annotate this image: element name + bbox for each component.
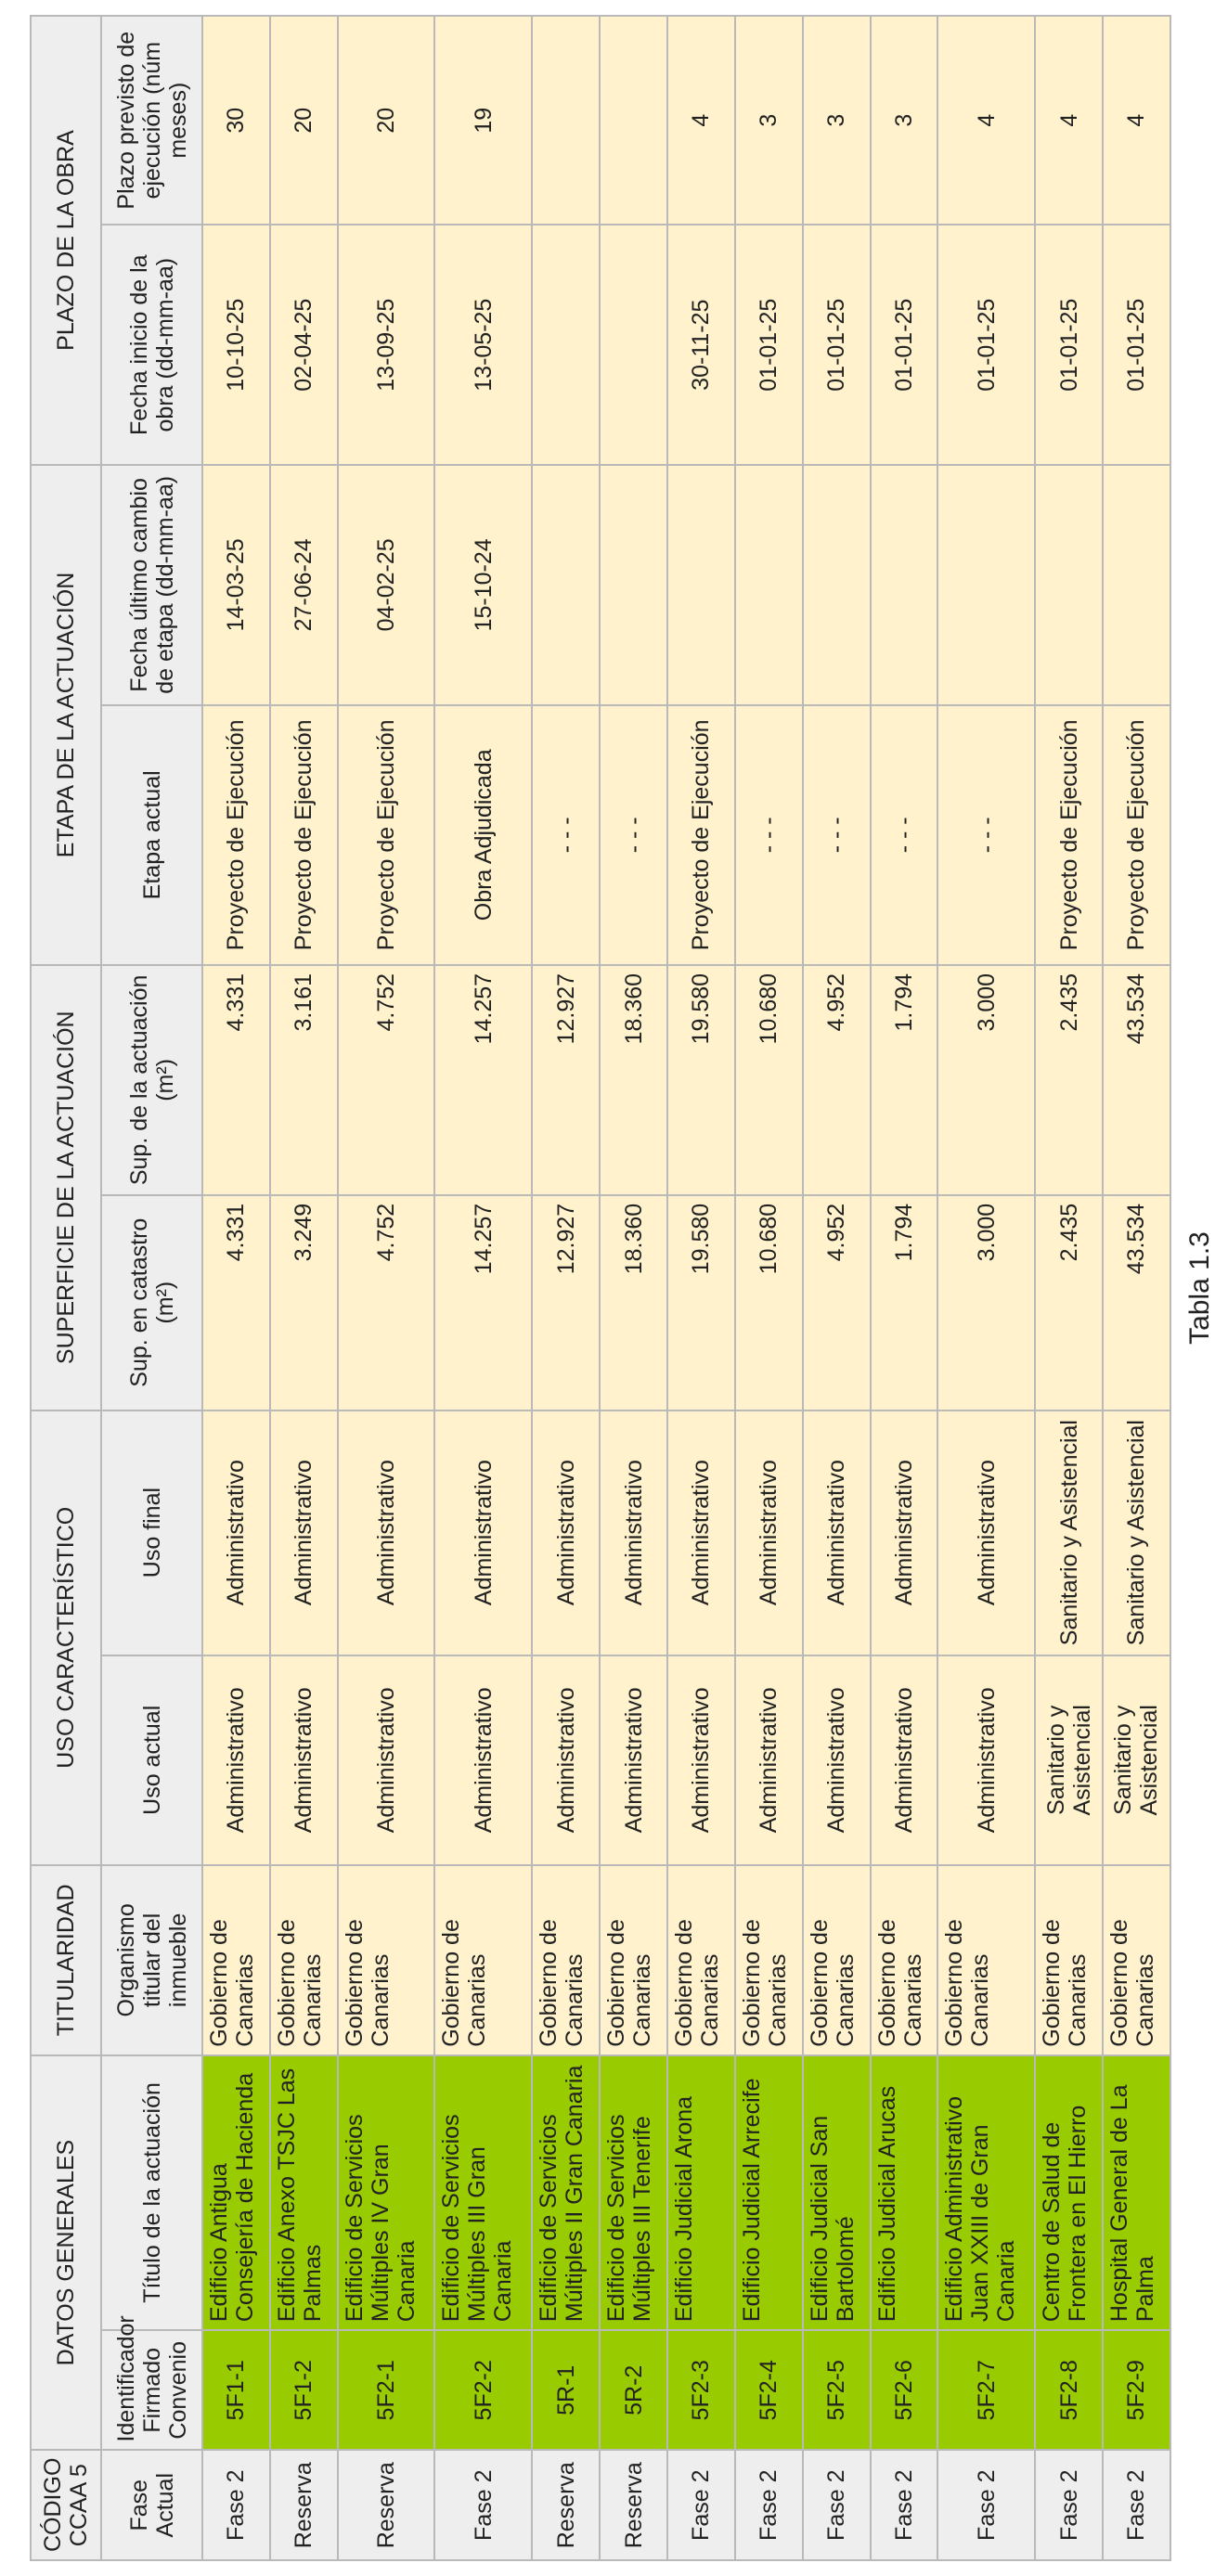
cell-fecha-etapa — [735, 465, 803, 705]
cell-titulo: Edificio Antigua Consejería de Hacienda — [202, 2055, 270, 2330]
cell-sup-catastro: 10.680 — [735, 1195, 803, 1410]
cell-uso-final: Sanitario y Asistencial — [1035, 1410, 1103, 1655]
cell-fase: Fase 2 — [871, 2450, 938, 2560]
cell-sup-actuacion: 4.331 — [202, 965, 270, 1195]
cell-id: 5F2-1 — [338, 2330, 435, 2450]
cell-fecha-etapa: 15-10-24 — [434, 465, 532, 705]
cell-organismo: Gobierno de Canarias — [1035, 1865, 1103, 2055]
cell-fase: Fase 2 — [1035, 2450, 1103, 2560]
col-fecha-inicio: Fecha inicio de la obra (dd-mm-aa) — [101, 225, 202, 465]
cell-plazo: 3 — [871, 16, 938, 225]
cell-etapa-actual: Proyecto de Ejecución — [338, 705, 435, 965]
cell-fase: Fase 2 — [937, 2450, 1035, 2560]
cell-fecha-inicio: 01-01-25 — [1035, 225, 1103, 465]
cell-id: 5F2-3 — [667, 2330, 735, 2450]
table-row — [338, 16, 435, 2560]
cell-uso-actual: Administrativo — [937, 1655, 1035, 1865]
cell-uso-actual: Administrativo — [532, 1655, 600, 1865]
cell-id: 5F2-7 — [937, 2330, 1035, 2450]
cell-fecha-etapa — [667, 465, 735, 705]
cell-fecha-inicio: 13-09-25 — [338, 225, 435, 465]
cell-fecha-etapa — [1035, 465, 1103, 705]
cell-organismo: Gobierno de Canarias — [1103, 1865, 1170, 2055]
cell-organismo: Gobierno de Canarias — [803, 1865, 871, 2055]
table-row — [871, 16, 938, 2560]
table-row — [532, 16, 600, 2560]
cell-organismo: Gobierno de Canarias — [735, 1865, 803, 2055]
cell-plazo: 4 — [1103, 16, 1170, 225]
cell-id: 5F2-9 — [1103, 2330, 1170, 2450]
cell-sup-catastro: 4.952 — [803, 1195, 871, 1410]
cell-titulo: Centro de Salud de Frontera en El Hierro — [1035, 2055, 1103, 2330]
header-codigo: CÓDIGO CCAA 5 — [31, 2450, 101, 2560]
cell-fecha-etapa — [1103, 465, 1170, 705]
table-row — [1103, 16, 1170, 2560]
cell-uso-final: Administrativo — [600, 1410, 667, 1655]
cell-sup-actuacion: 1.794 — [871, 965, 938, 1195]
cell-fecha-inicio — [532, 225, 600, 465]
cell-sup-actuacion: 10.680 — [735, 965, 803, 1195]
cell-id: 5R-2 — [600, 2330, 667, 2450]
cell-fase: Fase 2 — [202, 2450, 270, 2560]
cell-fecha-inicio — [600, 225, 667, 465]
cell-plazo — [600, 16, 667, 225]
cell-uso-final: Administrativo — [434, 1410, 532, 1655]
cell-uso-actual: Administrativo — [735, 1655, 803, 1865]
col-sup-actuacion: Sup. de la actuación (m²) — [101, 965, 202, 1195]
cell-uso-actual: Sanitario y Asistencial — [1035, 1655, 1103, 1865]
cell-fase: Fase 2 — [1103, 2450, 1170, 2560]
cell-sup-catastro: 19.580 — [667, 1195, 735, 1410]
table-row — [1035, 16, 1103, 2560]
cell-etapa-actual: Proyecto de Ejecución — [667, 705, 735, 965]
cell-etapa-actual: - - - — [600, 705, 667, 965]
cell-sup-actuacion: 18.360 — [600, 965, 667, 1195]
cell-sup-actuacion: 2.435 — [1035, 965, 1103, 1195]
table-row — [667, 16, 735, 2560]
cell-sup-catastro: 43.534 — [1103, 1195, 1170, 1410]
cell-etapa-actual: Proyecto de Ejecución — [270, 705, 338, 965]
cell-organismo: Gobierno de Canarias — [270, 1865, 338, 2055]
cell-fase: Reserva — [532, 2450, 600, 2560]
cell-fecha-etapa — [532, 465, 600, 705]
cell-sup-catastro: 3.000 — [937, 1195, 1035, 1410]
cell-plazo: 19 — [434, 16, 532, 225]
cell-fase: Fase 2 — [434, 2450, 532, 2560]
data-table — [30, 15, 1171, 2561]
cell-organismo: Gobierno de Canarias — [202, 1865, 270, 2055]
col-titulo: Título de la actuación — [101, 2055, 202, 2330]
cell-titulo: Edificio de Servicios Múltiples III Tenerife — [600, 2055, 667, 2330]
cell-plazo: 20 — [338, 16, 435, 225]
cell-titulo: Edificio Anexo TSJC Las Palmas — [270, 2055, 338, 2330]
table-row — [735, 16, 803, 2560]
cell-fecha-inicio: 30-11-25 — [667, 225, 735, 465]
cell-organismo: Gobierno de Canarias — [937, 1865, 1035, 2055]
cell-etapa-actual: - - - — [871, 705, 938, 965]
cell-fase: Fase 2 — [735, 2450, 803, 2560]
cell-plazo: 4 — [937, 16, 1035, 225]
cell-uso-actual: Administrativo — [202, 1655, 270, 1865]
cell-sup-catastro: 12.927 — [532, 1195, 600, 1410]
cell-id: 5F1-2 — [270, 2330, 338, 2450]
cell-id: 5F2-5 — [803, 2330, 871, 2450]
cell-uso-actual: Administrativo — [803, 1655, 871, 1865]
cell-organismo: Gobierno de Canarias — [871, 1865, 938, 2055]
cell-etapa-actual: - - - — [803, 705, 871, 965]
cell-uso-actual: Administrativo — [600, 1655, 667, 1865]
cell-plazo: 20 — [270, 16, 338, 225]
cell-sup-catastro: 4.752 — [338, 1195, 435, 1410]
col-sup-catastro: Sup. en catastro (m²) — [101, 1195, 202, 1410]
cell-sup-actuacion: 12.927 — [532, 965, 600, 1195]
cell-plazo: 30 — [202, 16, 270, 225]
cell-fecha-inicio: 01-01-25 — [937, 225, 1035, 465]
table-caption: Tabla 1.3 — [1184, 1231, 1215, 1345]
cell-titulo: Edificio Judicial San Bartolomé — [803, 2055, 871, 2330]
cell-id: 5F2-4 — [735, 2330, 803, 2450]
cell-uso-final: Administrativo — [937, 1410, 1035, 1655]
cell-uso-final: Administrativo — [803, 1410, 871, 1655]
cell-fecha-etapa: 27-06-24 — [270, 465, 338, 705]
cell-id: 5R-1 — [532, 2330, 600, 2450]
cell-organismo: Gobierno de Canarias — [667, 1865, 735, 2055]
cell-id: 5F2-2 — [434, 2330, 532, 2450]
cell-uso-final: Administrativo — [532, 1410, 600, 1655]
cell-id: 5F1-1 — [202, 2330, 270, 2450]
cell-id: 5F2-6 — [871, 2330, 938, 2450]
cell-uso-actual: Administrativo — [667, 1655, 735, 1865]
cell-uso-final: Administrativo — [202, 1410, 270, 1655]
table-row — [202, 16, 270, 2560]
cell-titulo: Edificio de Servicios Múltiples IV Gran Canaria — [338, 2055, 435, 2330]
cell-fecha-etapa: 04-02-25 — [338, 465, 435, 705]
cell-sup-actuacion: 3.161 — [270, 965, 338, 1195]
cell-sup-catastro: 2.435 — [1035, 1195, 1103, 1410]
col-uso-actual: Uso actual — [101, 1655, 202, 1865]
cell-titulo: Hospital General de La Palma — [1103, 2055, 1170, 2330]
cell-uso-actual: Administrativo — [270, 1655, 338, 1865]
cell-sup-catastro: 1.794 — [871, 1195, 938, 1410]
cell-sup-actuacion: 14.257 — [434, 965, 532, 1195]
cell-plazo: 3 — [735, 16, 803, 225]
cell-organismo: Gobierno de Canarias — [600, 1865, 667, 2055]
cell-organismo: Gobierno de Canarias — [532, 1865, 600, 2055]
cell-fecha-etapa — [871, 465, 938, 705]
cell-etapa-actual: Proyecto de Ejecución — [1103, 705, 1170, 965]
cell-sup-catastro: 14.257 — [434, 1195, 532, 1410]
cell-plazo — [532, 16, 600, 225]
cell-titulo: Edificio Administrativo Juan XXIII de Gran Canaria — [937, 2055, 1035, 2330]
header-superficie: SUPERFICIE DE LA ACTUACIÓN — [31, 965, 101, 1410]
cell-fase: Reserva — [338, 2450, 435, 2560]
cell-sup-catastro: 4.331 — [202, 1195, 270, 1410]
cell-uso-final: Sanitario y Asistencial — [1103, 1410, 1170, 1655]
cell-fase: Fase 2 — [667, 2450, 735, 2560]
col-fecha-etapa: Fecha último cambio de etapa (dd-mm-aa) — [101, 465, 202, 705]
cell-titulo: Edificio de Servicios Múltiples III Gran Canaria — [434, 2055, 532, 2330]
cell-etapa-actual: - - - — [735, 705, 803, 965]
cell-fase: Reserva — [600, 2450, 667, 2560]
cell-fecha-inicio: 01-01-25 — [871, 225, 938, 465]
cell-sup-catastro: 3.249 — [270, 1195, 338, 1410]
header-titularidad: TITULARIDAD — [31, 1865, 101, 2055]
col-id: Identificador Firmado Convenio — [101, 2330, 202, 2450]
table-row — [270, 16, 338, 2560]
cell-id: 5F2-8 — [1035, 2330, 1103, 2450]
cell-uso-final: Administrativo — [735, 1410, 803, 1655]
cell-uso-actual: Administrativo — [871, 1655, 938, 1865]
cell-organismo: Gobierno de Canarias — [434, 1865, 532, 2055]
table-row — [434, 16, 532, 2560]
cell-plazo: 4 — [1035, 16, 1103, 225]
table-row — [803, 16, 871, 2560]
cell-etapa-actual: - - - — [937, 705, 1035, 965]
cell-uso-final: Administrativo — [871, 1410, 938, 1655]
cell-uso-actual: Sanitario y Asistencial — [1103, 1655, 1170, 1865]
cell-plazo: 4 — [667, 16, 735, 225]
cell-uso-final: Administrativo — [270, 1410, 338, 1655]
col-organismo: Organismo titular del inmueble — [101, 1865, 202, 2055]
cell-etapa-actual: Proyecto de Ejecución — [202, 705, 270, 965]
cell-sup-catastro: 18.360 — [600, 1195, 667, 1410]
col-etapa-actual: Etapa actual — [101, 705, 202, 965]
cell-titulo: Edificio de Servicios Múltiples II Gran Canaria — [532, 2055, 600, 2330]
cell-fecha-etapa — [600, 465, 667, 705]
cell-organismo: Gobierno de Canarias — [338, 1865, 435, 2055]
cell-fecha-etapa — [803, 465, 871, 705]
cell-uso-actual: Administrativo — [338, 1655, 435, 1865]
cell-sup-actuacion: 4.752 — [338, 965, 435, 1195]
cell-uso-final: Administrativo — [338, 1410, 435, 1655]
cell-fecha-inicio: 01-01-25 — [1103, 225, 1170, 465]
col-fase: Fase Actual — [101, 2450, 202, 2560]
table-row — [937, 16, 1035, 2560]
cell-titulo: Edificio Judicial Arona — [667, 2055, 735, 2330]
col-uso-final: Uso final — [101, 1410, 202, 1655]
cell-uso-actual: Administrativo — [434, 1655, 532, 1865]
cell-etapa-actual: Proyecto de Ejecución — [1035, 705, 1103, 965]
header-plazo: PLAZO DE LA OBRA — [31, 16, 101, 465]
header-datos-generales: DATOS GENERALES — [31, 2055, 101, 2451]
cell-etapa-actual: - - - — [532, 705, 600, 965]
cell-titulo: Edificio Judicial Arucas — [871, 2055, 938, 2330]
cell-fase: Fase 2 — [803, 2450, 871, 2560]
col-plazo: Plazo previsto de ejecución (núm meses) — [101, 16, 202, 225]
cell-sup-actuacion: 4.952 — [803, 965, 871, 1195]
cell-fecha-etapa: 14-03-25 — [202, 465, 270, 705]
header-uso: USO CARACTERÍSTICO — [31, 1410, 101, 1865]
cell-fecha-etapa — [937, 465, 1035, 705]
cell-uso-final: Administrativo — [667, 1410, 735, 1655]
cell-fecha-inicio: 02-04-25 — [270, 225, 338, 465]
cell-sup-actuacion: 43.534 — [1103, 965, 1170, 1195]
cell-sup-actuacion: 19.580 — [667, 965, 735, 1195]
cell-fecha-inicio: 13-05-25 — [434, 225, 532, 465]
table-row — [600, 16, 667, 2560]
cell-fecha-inicio: 01-01-25 — [803, 225, 871, 465]
cell-fecha-inicio: 10-10-25 — [202, 225, 270, 465]
header-etapa: ETAPA DE LA ACTUACIÓN — [31, 465, 101, 965]
cell-plazo: 3 — [803, 16, 871, 225]
cell-etapa-actual: Obra Adjudicada — [434, 705, 532, 965]
cell-titulo: Edificio Judicial Arrecife — [735, 2055, 803, 2330]
cell-fase: Reserva — [270, 2450, 338, 2560]
cell-fecha-inicio: 01-01-25 — [735, 225, 803, 465]
cell-sup-actuacion: 3.000 — [937, 965, 1035, 1195]
